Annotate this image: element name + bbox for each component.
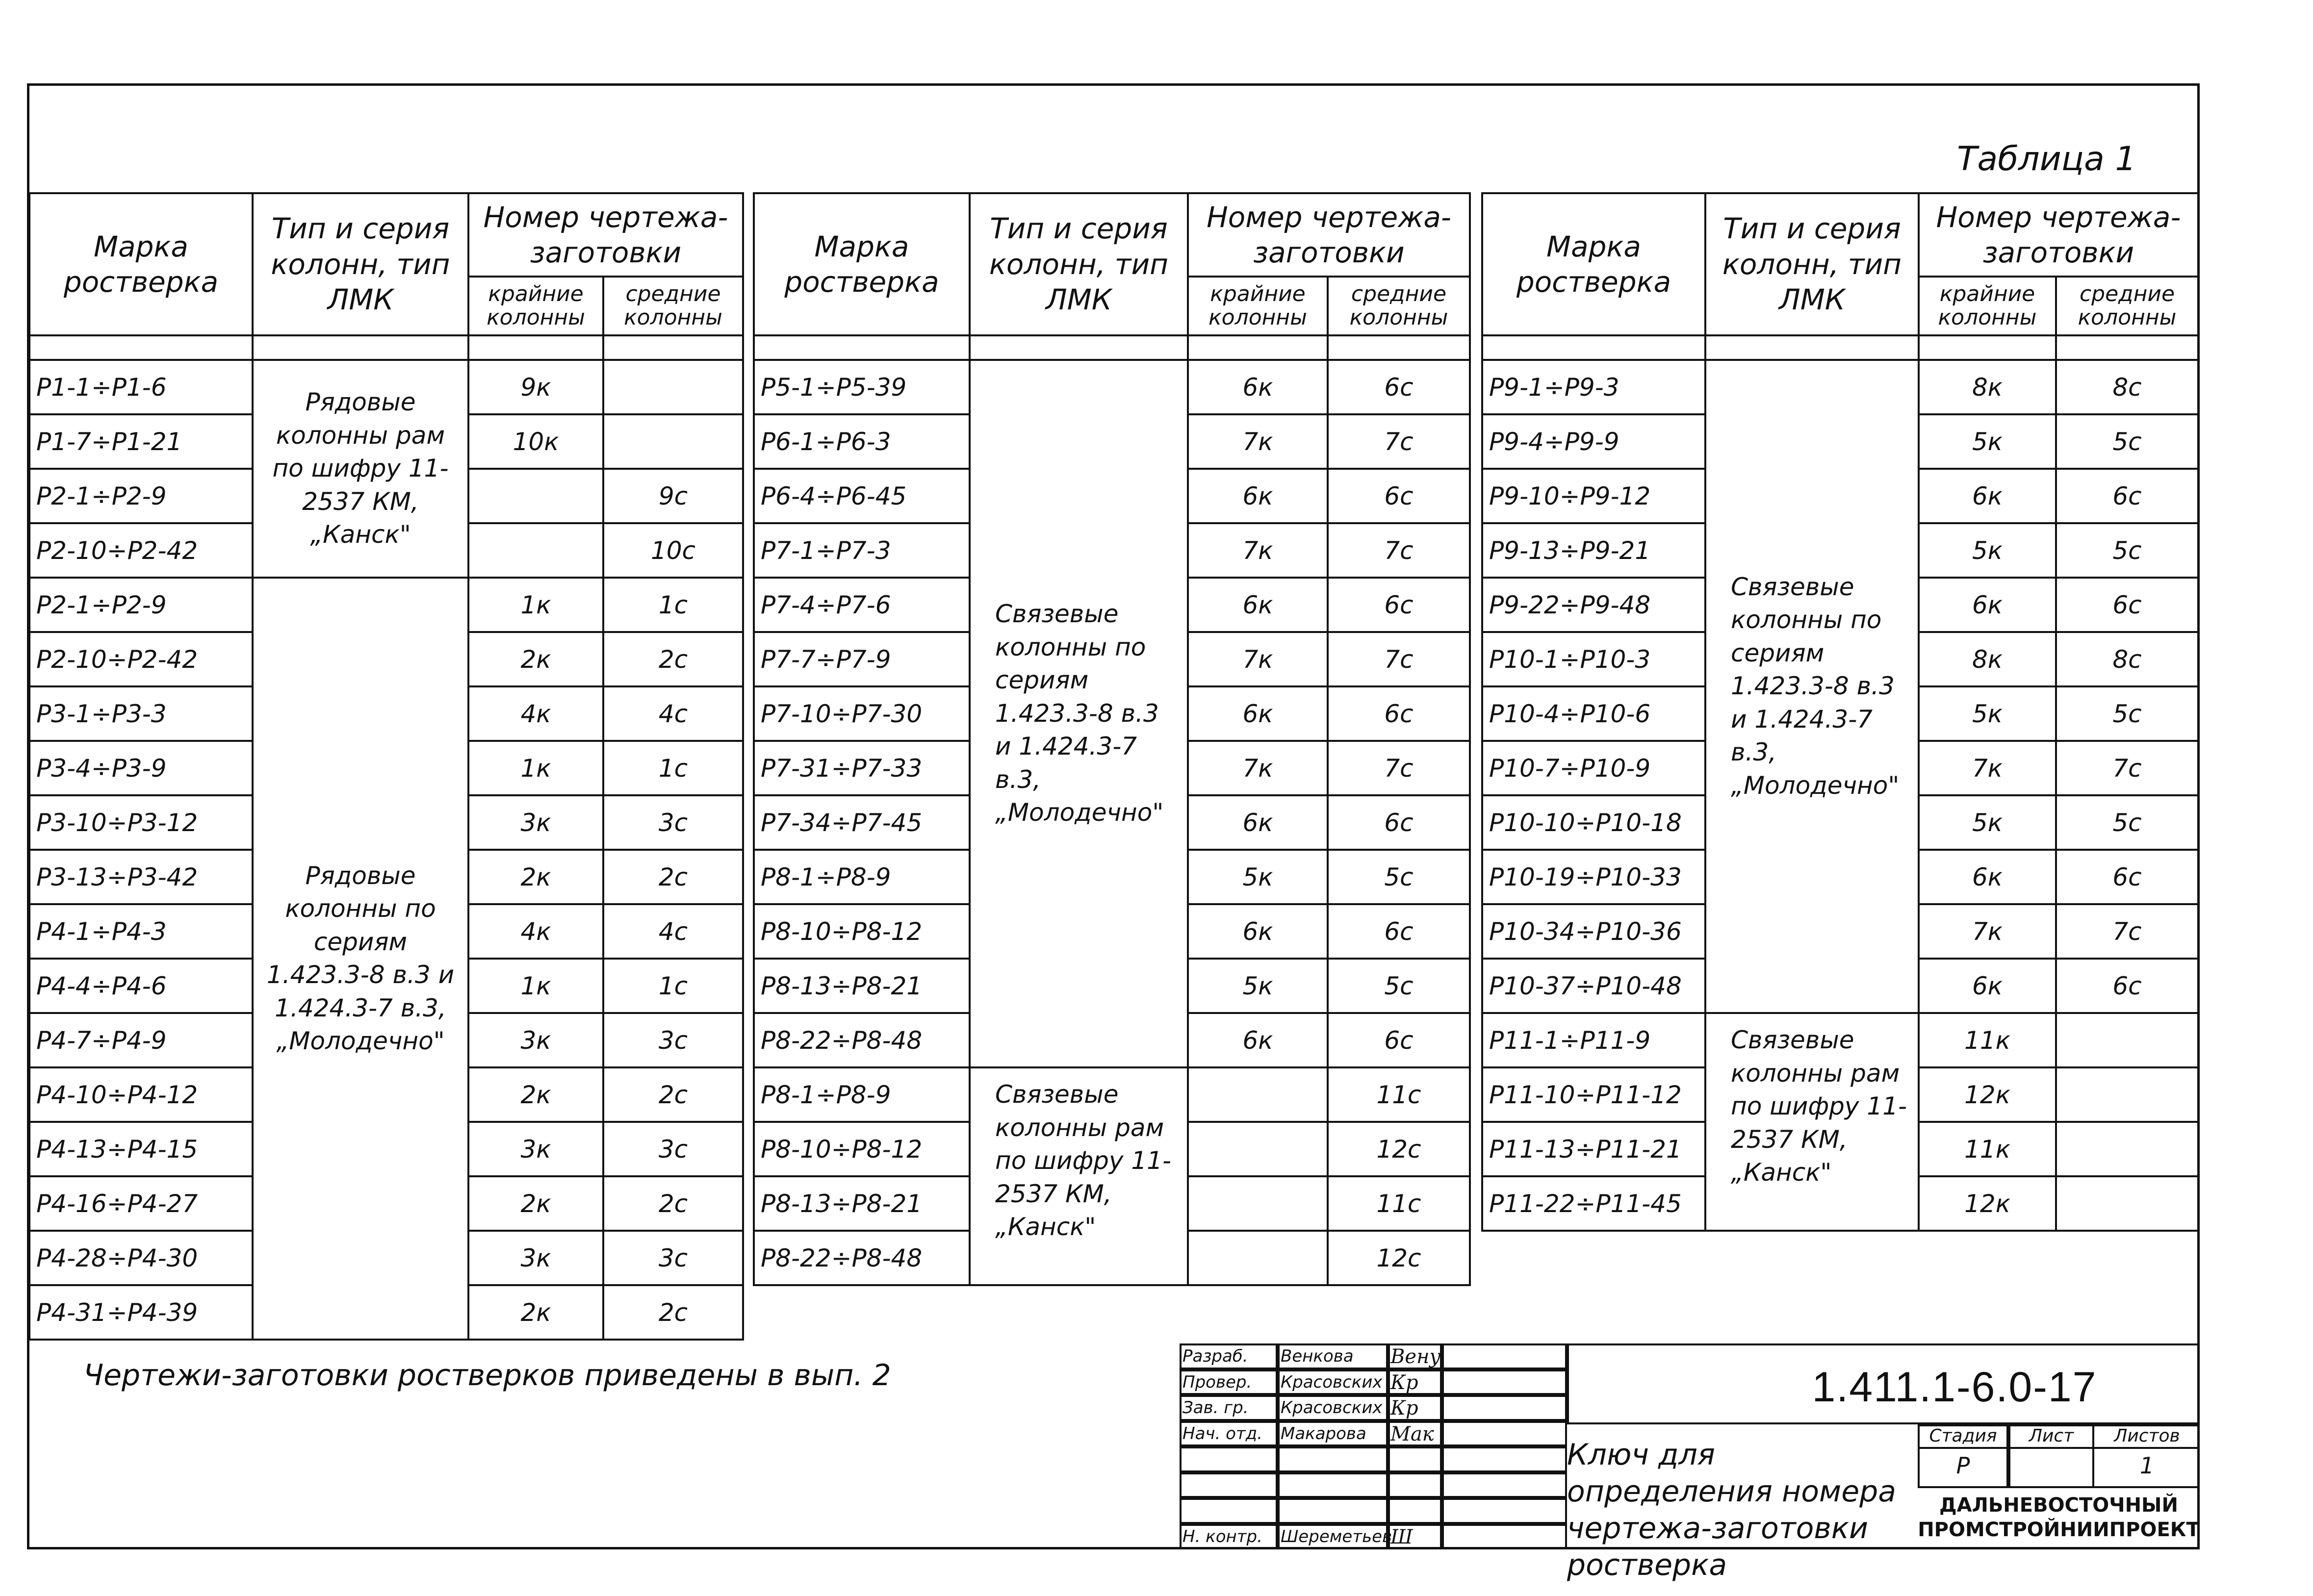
stamp-role: Н. контр. [1182, 1526, 1262, 1546]
row-middle: 6с [1328, 904, 1470, 959]
row-mark: Р6-1÷Р6-3 [754, 414, 970, 469]
row-middle: 7с [2056, 904, 2198, 959]
row-mark: Р10-10÷Р10-18 [1482, 795, 1705, 850]
sheet-label: Лист [2029, 1426, 2074, 1446]
row-mark: Р2-10÷Р2-42 [29, 523, 253, 578]
row-mark: Р10-37÷Р10-48 [1482, 959, 1705, 1013]
sheets-value: 1 [2139, 1452, 2155, 1479]
row-middle: 6с [1328, 686, 1470, 741]
row-mark: Р4-28÷Р4-30 [29, 1231, 253, 1285]
row-middle: 2с [603, 1067, 743, 1122]
stamp-role: Провер. [1182, 1372, 1252, 1392]
row-middle [603, 360, 743, 414]
row-middle: 5с [2056, 523, 2198, 578]
row-outer: 8к [1919, 360, 2056, 414]
row-outer: 12к [1919, 1176, 2056, 1231]
row-outer: 6к [1188, 1013, 1328, 1067]
row-mark: Р8-1÷Р8-9 [754, 1067, 970, 1122]
header-mark: Марка ростверка [1482, 193, 1705, 335]
header-outer: крайние колонны [1919, 277, 2056, 335]
row-mark: Р10-4÷Р10-6 [1482, 686, 1705, 741]
column-type-group-b: Связевые колонны рам по шифру 11-2537 КМ, „Канск" [970, 1067, 1188, 1285]
header-type-series: Тип и серия колонн, тип ЛМК [1705, 193, 1919, 335]
stamp-signature: Кр [1390, 1371, 1418, 1394]
row-mark: Р7-7÷Р7-9 [754, 632, 970, 686]
row-mark: Р6-4÷Р6-45 [754, 469, 970, 523]
row-mark: Р8-10÷Р8-12 [754, 904, 970, 959]
stamp-name: Венкова [1281, 1346, 1354, 1366]
row-outer: 10к [468, 414, 603, 469]
row-outer: 7к [1188, 523, 1328, 578]
row-mark: Р4-10÷Р4-12 [29, 1067, 253, 1122]
row-middle: 6с [1328, 360, 1470, 414]
row-mark: Р9-1÷Р9-3 [1482, 360, 1705, 414]
table-row [1482, 1013, 2198, 1067]
header-outer: крайние колонны [1188, 277, 1328, 335]
row-middle: 1с [603, 959, 743, 1013]
row-middle: 4с [603, 904, 743, 959]
row-mark: Р4-4÷Р4-6 [29, 959, 253, 1013]
row-mark: Р9-10÷Р9-12 [1482, 469, 1705, 523]
row-outer: 2к [468, 1067, 603, 1122]
row-outer: 6к [1919, 959, 2056, 1013]
column-type-group-b: Связевые колонны рам по шифру 11-2537 КМ, „Канск" [1705, 1013, 1919, 1231]
row-middle: 8с [2056, 632, 2198, 686]
row-mark: Р8-1÷Р8-9 [754, 850, 970, 904]
row-outer: 6к [1188, 360, 1328, 414]
row-middle [2056, 1122, 2198, 1176]
column-type-group-a: Связевые колонны по сериям 1.423.3-8 в.3 и 1.424.3-7 в.3, „Молодечно" [970, 360, 1188, 1067]
row-mark: Р1-1÷Р1-6 [29, 360, 253, 414]
row-middle: 6с [1328, 1013, 1470, 1067]
row-mark: Р2-1÷Р2-9 [29, 578, 253, 632]
row-outer: 11к [1919, 1122, 2056, 1176]
header-middle: средние колонны [2056, 277, 2198, 335]
row-outer: 5к [1919, 523, 2056, 578]
row-middle [2056, 1176, 2198, 1231]
row-middle: 2с [603, 632, 743, 686]
row-mark: Р4-31÷Р4-39 [29, 1285, 253, 1340]
row-middle: 5с [1328, 850, 1470, 904]
row-middle [2056, 1013, 2198, 1067]
row-outer: 3к [468, 795, 603, 850]
table-block-1 [28, 192, 744, 1341]
row-middle: 12с [1328, 1122, 1470, 1176]
table-block-3 [1481, 192, 2199, 1232]
row-mark: Р11-22÷Р11-45 [1482, 1176, 1705, 1231]
row-middle: 9с [603, 469, 743, 523]
row-outer: 6к [1919, 578, 2056, 632]
row-middle: 5с [2056, 795, 2198, 850]
row-middle: 6с [1328, 795, 1470, 850]
stamp-signature: Вену [1390, 1345, 1441, 1368]
row-middle: 1с [603, 741, 743, 795]
row-outer: 6к [1188, 795, 1328, 850]
stamp-role: Зав. гр. [1182, 1398, 1249, 1418]
row-mark: Р11-10÷Р11-12 [1482, 1067, 1705, 1122]
row-outer: 6к [1188, 686, 1328, 741]
stamp-role: Нач. отд. [1182, 1423, 1263, 1444]
header-type-series: Тип и серия колонн, тип ЛМК [970, 193, 1188, 335]
row-middle: 6с [2056, 850, 2198, 904]
drawing-title: Ключ для определения номера чертежа-заготовки ростверка [1567, 1438, 1896, 1582]
row-mark: Р1-7÷Р1-21 [29, 414, 253, 469]
row-mark: Р9-22÷Р9-48 [1482, 578, 1705, 632]
row-mark: Р10-1÷Р10-3 [1482, 632, 1705, 686]
row-middle: 5с [2056, 414, 2198, 469]
table-row [754, 1067, 1470, 1122]
row-outer: 4к [468, 904, 603, 959]
row-middle: 11с [1328, 1067, 1470, 1122]
sheets-label: Листов [2114, 1426, 2180, 1446]
header-mark: Марка ростверка [29, 193, 253, 335]
row-outer: 5к [1919, 686, 2056, 741]
row-middle: 11с [1328, 1176, 1470, 1231]
row-mark: Р11-13÷Р11-21 [1482, 1122, 1705, 1176]
header-drawing-no: Номер чертежа-заготовки [468, 193, 743, 277]
row-middle: 4с [603, 686, 743, 741]
row-outer: 1к [468, 578, 603, 632]
row-middle: 5с [2056, 686, 2198, 741]
row-mark: Р9-4÷Р9-9 [1482, 414, 1705, 469]
row-outer: 3к [468, 1122, 603, 1176]
row-mark: Р3-1÷Р3-3 [29, 686, 253, 741]
row-outer: 8к [1919, 632, 2056, 686]
row-middle: 6с [2056, 959, 2198, 1013]
row-middle: 2с [603, 850, 743, 904]
row-outer: 2к [468, 1176, 603, 1231]
row-outer [468, 523, 603, 578]
row-mark: Р4-16÷Р4-27 [29, 1176, 253, 1231]
table-row [1482, 360, 2198, 414]
row-outer: 7к [1188, 741, 1328, 795]
row-outer: 12к [1919, 1067, 2056, 1122]
header-middle: средние колонны [603, 277, 743, 335]
row-middle: 2с [603, 1176, 743, 1231]
header-mark: Марка ростверка [754, 193, 970, 335]
row-middle [2056, 1067, 2198, 1122]
row-mark: Р8-10÷Р8-12 [754, 1122, 970, 1176]
row-outer: 6к [1919, 850, 2056, 904]
stamp-signature: Кр [1390, 1397, 1418, 1419]
row-middle: 3с [603, 795, 743, 850]
row-mark: Р2-10÷Р2-42 [29, 632, 253, 686]
stamp-name: Шереметьев [1281, 1526, 1392, 1546]
row-outer: 7к [1919, 741, 2056, 795]
row-mark: Р10-19÷Р10-33 [1482, 850, 1705, 904]
row-outer: 6к [1188, 904, 1328, 959]
row-middle: 6с [2056, 578, 2198, 632]
row-middle [603, 414, 743, 469]
row-middle: 10с [603, 523, 743, 578]
row-outer: 6к [1919, 469, 2056, 523]
row-outer: 1к [468, 959, 603, 1013]
row-mark: Р8-13÷Р8-21 [754, 1176, 970, 1231]
row-outer: 7к [1919, 904, 2056, 959]
header-type-series: Тип и серия колонн, тип ЛМК [253, 193, 468, 335]
row-outer: 3к [468, 1013, 603, 1067]
row-middle: 7с [1328, 523, 1470, 578]
row-mark: Р10-34÷Р10-36 [1482, 904, 1705, 959]
row-middle: 2с [603, 1285, 743, 1340]
row-middle: 3с [603, 1231, 743, 1285]
row-mark: Р7-31÷Р7-33 [754, 741, 970, 795]
row-middle: 5с [1328, 959, 1470, 1013]
column-type-group-b: Рядовые колонны по сериям 1.423.3-8 в.3 и 1.424.3-7 в.3, „Молодечно" [253, 578, 468, 1340]
row-outer [1188, 1122, 1328, 1176]
row-mark: Р11-1÷Р11-9 [1482, 1013, 1705, 1067]
row-middle: 7с [1328, 632, 1470, 686]
table-block-2 [753, 192, 1471, 1286]
row-mark: Р8-13÷Р8-21 [754, 959, 970, 1013]
header-outer: крайние колонны [468, 277, 603, 335]
row-mark: Р4-13÷Р4-15 [29, 1122, 253, 1176]
row-middle: 7с [1328, 414, 1470, 469]
row-outer: 5к [1188, 959, 1328, 1013]
row-mark: Р4-1÷Р4-3 [29, 904, 253, 959]
title-block [1180, 1343, 2200, 1582]
header-middle: средние колонны [1328, 277, 1470, 335]
row-mark: Р3-4÷Р3-9 [29, 741, 253, 795]
row-mark: Р7-1÷Р7-3 [754, 523, 970, 578]
row-outer: 3к [468, 1231, 603, 1285]
row-middle: 6с [2056, 469, 2198, 523]
stage-value: Р [1956, 1452, 1970, 1479]
row-middle: 6с [1328, 578, 1470, 632]
row-mark: Р8-22÷Р8-48 [754, 1013, 970, 1067]
stage-label: Стадия [1929, 1426, 1997, 1446]
header-drawing-no: Номер чертежа-заготовки [1919, 193, 2198, 277]
row-outer: 1к [468, 741, 603, 795]
row-outer [1188, 1231, 1328, 1285]
row-mark: Р7-4÷Р7-6 [754, 578, 970, 632]
row-middle: 12с [1328, 1231, 1470, 1285]
stamp-signature: Мак [1390, 1422, 1434, 1445]
row-outer: 7к [1188, 632, 1328, 686]
row-outer: 9к [468, 360, 603, 414]
row-outer: 2к [468, 632, 603, 686]
row-mark: Р7-10÷Р7-30 [754, 686, 970, 741]
stamp-name: Красовских [1281, 1398, 1383, 1418]
stamp-signature: Ш [1390, 1525, 1413, 1548]
table-row [754, 360, 1470, 414]
row-middle: 8с [2056, 360, 2198, 414]
stamp-role: Разраб. [1182, 1346, 1248, 1366]
row-middle: 3с [603, 1013, 743, 1067]
column-type-group-a: Рядовые колонны рам по шифру 11-2537 КМ, „Канск" [253, 360, 468, 578]
row-outer: 2к [468, 1285, 603, 1340]
row-outer: 5к [1919, 795, 2056, 850]
stamp-name: Макарова [1281, 1423, 1366, 1444]
row-outer: 11к [1919, 1013, 2056, 1067]
table-caption: Таблица 1 [1957, 140, 2136, 178]
footnote: Чертежи-заготовки ростверков приведены в вып. 2 [83, 1358, 891, 1393]
table-row [29, 578, 743, 632]
row-outer: 5к [1188, 850, 1328, 904]
row-middle: 7с [1328, 741, 1470, 795]
row-mark: Р2-1÷Р2-9 [29, 469, 253, 523]
row-mark: Р5-1÷Р5-39 [754, 360, 970, 414]
row-outer: 5к [1919, 414, 2056, 469]
row-mark: Р8-22÷Р8-48 [754, 1231, 970, 1285]
row-outer [1188, 1067, 1328, 1122]
row-mark: Р7-34÷Р7-45 [754, 795, 970, 850]
row-mark: Р10-7÷Р10-9 [1482, 741, 1705, 795]
row-mark: Р3-10÷Р3-12 [29, 795, 253, 850]
stamp-name: Красовских [1281, 1372, 1383, 1392]
row-outer: 4к [468, 686, 603, 741]
row-outer [468, 469, 603, 523]
drawing-code: 1.411.1-6.0-17 [1812, 1364, 2097, 1411]
row-mark: Р4-7÷Р4-9 [29, 1013, 253, 1067]
row-outer: 2к [468, 850, 603, 904]
row-middle: 1с [603, 578, 743, 632]
row-outer: 7к [1188, 414, 1328, 469]
row-middle: 7с [2056, 741, 2198, 795]
column-type-group-a: Связевые колонны по сериям 1.423.3-8 в.3 и 1.424.3-7 в.3, „Молодечно" [1705, 360, 1919, 1013]
row-outer: 6к [1188, 578, 1328, 632]
header-drawing-no: Номер чертежа-заготовки [1188, 193, 1470, 277]
row-mark: Р9-13÷Р9-21 [1482, 523, 1705, 578]
row-outer [1188, 1176, 1328, 1231]
row-mark: Р3-13÷Р3-42 [29, 850, 253, 904]
table-row [29, 360, 743, 414]
organization: ДАЛЬНЕВОСТОЧНЫЙ ПРОМСТРОЙНИИПРОЕКТ [1918, 1494, 2200, 1541]
row-outer: 6к [1188, 469, 1328, 523]
row-middle: 6с [1328, 469, 1470, 523]
row-middle: 3с [603, 1122, 743, 1176]
